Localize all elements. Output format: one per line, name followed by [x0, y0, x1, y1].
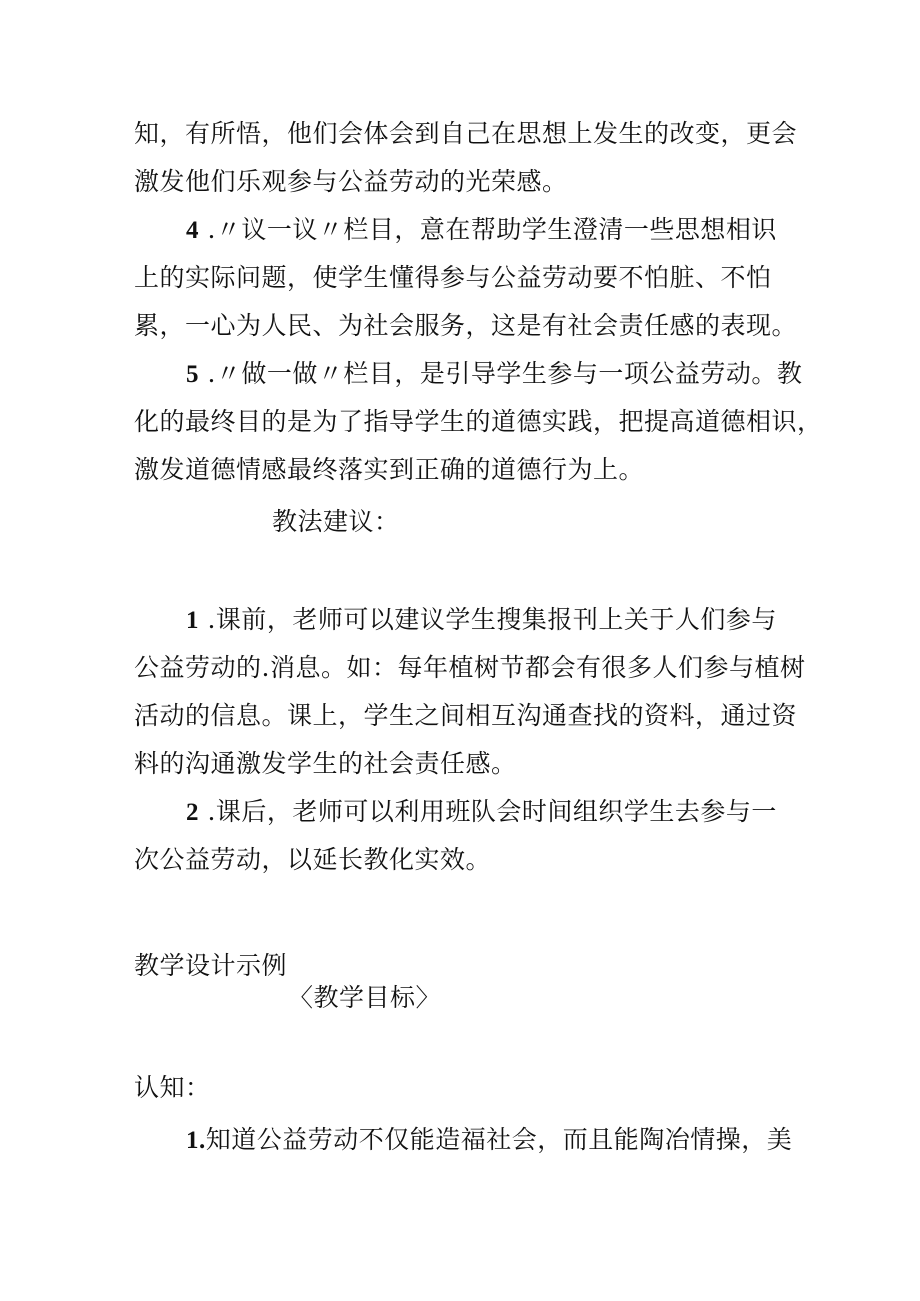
paragraph-line: 次公益劳动，以延长教化实效。 — [134, 845, 492, 874]
item-number: 1. — [186, 1127, 206, 1154]
item-number: 4 — [186, 217, 199, 244]
paragraph-line: 料的沟通激发学生的社会责任感。 — [134, 749, 517, 778]
cognition-label: 认知： — [134, 1073, 211, 1102]
item-number: 1 — [186, 607, 199, 634]
item-text: 知道公益劳动不仅能造福社会，而且能陶冶情操，美 — [205, 1125, 793, 1154]
section-heading: 教法建议： — [272, 507, 400, 536]
paragraph-line: 累，一心为人民、为社会服务，这是有社会责任感的表现。 — [134, 311, 798, 340]
paragraph-line: 化的最终目的是为了指导学生的道德实践，把提高道德相识， — [134, 407, 823, 436]
paragraph-line: 激发道德情感最终落实到正确的道德行为上。 — [134, 455, 645, 484]
paragraph-line: 知，有所悟，他们会体会到自己在思想上发生的改变，更会 — [134, 119, 798, 148]
cognition-1-line-1 — [186, 1124, 792, 1157]
item-4-line-1 — [186, 214, 777, 247]
item-number: 2 — [186, 799, 199, 826]
method-2-line-1 — [186, 796, 777, 829]
paragraph-line: 公益劳动的.消息。如：每年植树节都会有很多人们参与植树 — [134, 653, 806, 682]
paragraph-line: 激发他们乐观参与公益劳动的光荣感。 — [134, 167, 568, 196]
paragraph-line: 活动的信息。课上，学生之间相互沟通查找的资料，通过资 — [134, 701, 798, 730]
paragraph-line: 上的实际问题，使学生懂得参与公益劳动要不怕脏、不怕 — [134, 263, 772, 292]
method-1-line-1 — [186, 604, 777, 637]
item-number: 5 — [186, 361, 199, 388]
item-text: .课前，老师可以建议学生搜集报刊上关于人们参与 — [199, 605, 777, 634]
section-heading: 教学设计示例 — [134, 951, 288, 980]
subsection-heading: 〈教学目标〉 — [288, 983, 442, 1012]
item-text: .〃做一做〃栏目，是引导学生参与一项公益劳动。教 — [199, 359, 803, 388]
item-text: .〃议一议〃栏目，意在帮助学生澄清一些思想相识 — [199, 215, 777, 244]
item-text: .课后，老师可以利用班队会时间组织学生去参与一 — [199, 797, 777, 826]
item-5-line-1 — [186, 358, 802, 391]
